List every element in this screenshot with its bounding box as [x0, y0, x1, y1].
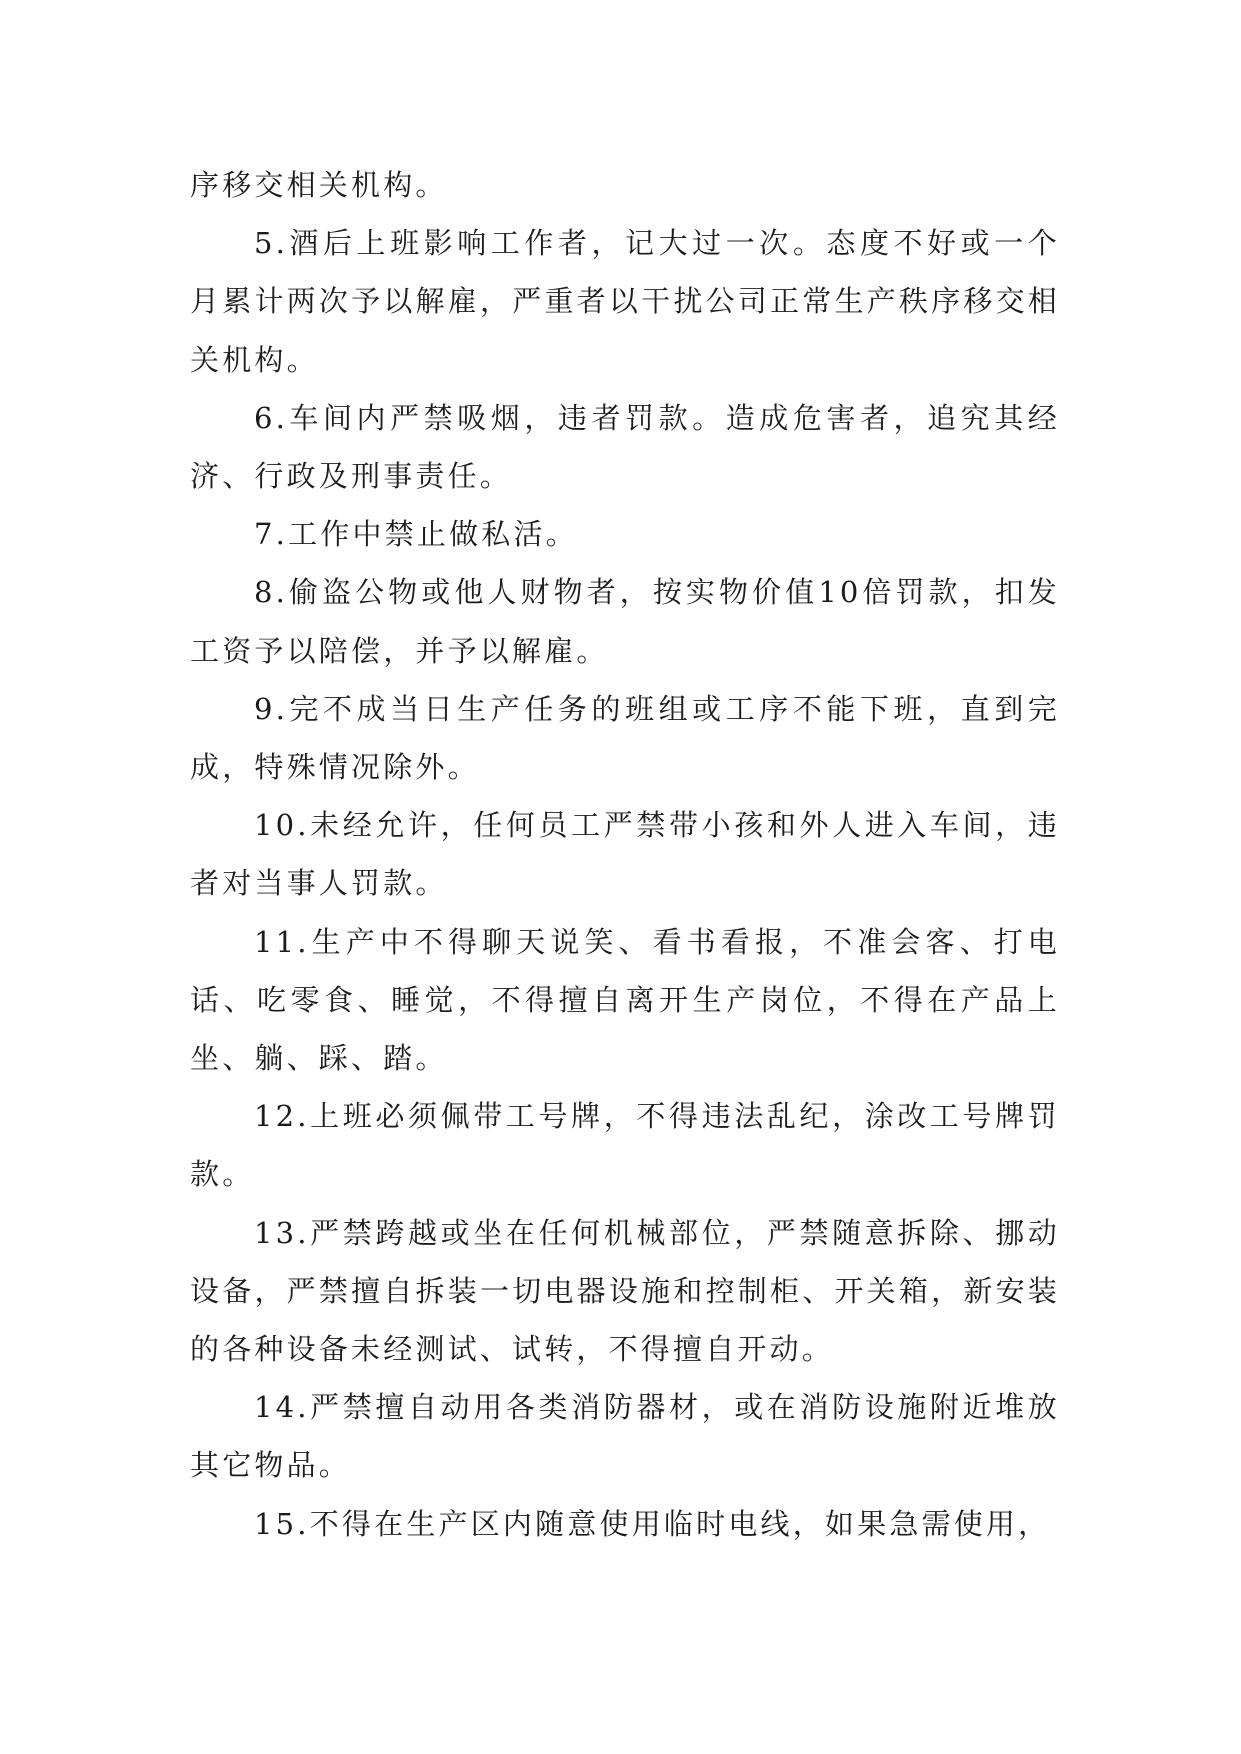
paragraph-rule-7: 7.工作中禁止做私活。 [254, 517, 578, 552]
paragraph-rule-14: 14.严禁擅自动用各类消防器材，或在消防设施附近堆放其它物品。 [190, 1390, 1060, 1483]
paragraph-rule-5: 5.酒后上班影响工作者，记大过一次。态度不好或一个月累计两次予以解雇，严重者以干扰公司正常生产秩序移交相关机构。 [190, 226, 1060, 377]
paragraph-rule-12: 12.上班必须佩带工号牌，不得违法乱纪，涂改工号牌罚款。 [190, 1099, 1060, 1192]
paragraph-rule-8: 8.偷盗公物或他人财物者，按实物价值10倍罚款，扣发工资予以陪偿，并予以解雇。 [190, 575, 1060, 668]
paragraph-rule-11: 11.生产中不得聊天说笑、看书看报，不准会客、打电话、吃零食、睡觉，不得擅自离开生产岗位，不得在产品上坐、躺、踩、踏。 [190, 924, 1060, 1076]
paragraph-rule-6: 6.车间内严禁吸烟，违者罚款。造成危害者，追究其经济、行政及刑事责任。 [190, 400, 1060, 494]
paragraph-rule-9: 9.完不成当日生产任务的班组或工序不能下班，直到完成，特殊情况除外。 [190, 691, 1060, 785]
document-body [190, 156, 1060, 1553]
paragraph-continuation: 序移交相关机构。 [190, 168, 448, 202]
paragraph-rule-10: 10.未经允许，任何员工严禁带小孩和外人进入车间，违者对当事人罚款。 [190, 808, 1060, 901]
paragraph-rule-13: 13.严禁跨越或坐在任何机械部位，严禁随意拆除、挪动设备，严禁擅自拆装一切电器设施和控制柜、开关箱，新安装的各种设备未经测试、试转，不得擅自开动。 [190, 1215, 1060, 1367]
paragraph-rule-15: 15.不得在生产区内随意使用临时电线，如果急需使用， [254, 1506, 1051, 1541]
